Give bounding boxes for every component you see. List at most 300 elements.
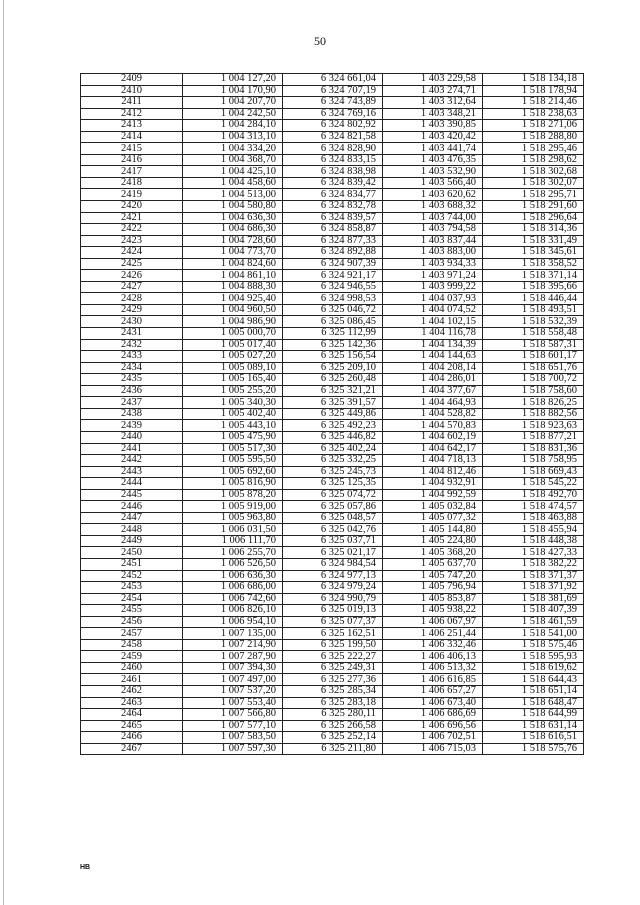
point-number-cell: 2443 (81, 466, 183, 478)
coord-y2-cell: 1 518 446,44 (483, 293, 584, 305)
point-number-cell: 2454 (81, 593, 183, 605)
table-row (81, 304, 584, 316)
coord-y1-cell: 6 325 332,25 (283, 455, 383, 467)
point-number-cell: 2416 (81, 154, 183, 166)
coord-y1-cell: 6 324 833,15 (283, 154, 383, 166)
coord-x1-cell: 1 005 692,60 (183, 466, 283, 478)
table-row (81, 582, 584, 594)
coord-x1-cell: 1 005 165,40 (183, 374, 283, 386)
coord-x2-cell: 1 405 144,80 (383, 524, 483, 536)
table-row (81, 201, 584, 213)
coord-x1-cell: 1 005 595,50 (183, 455, 283, 467)
coord-x2-cell: 1 403 883,00 (383, 247, 483, 259)
table-row (81, 466, 584, 478)
coord-x1-cell: 1 004 580,80 (183, 201, 283, 213)
coord-y2-cell: 1 518 826,25 (483, 397, 584, 409)
coord-x1-cell: 1 005 255,20 (183, 385, 283, 397)
coord-x2-cell: 1 404 116,78 (383, 328, 483, 340)
coord-x1-cell: 1 004 986,90 (183, 316, 283, 328)
point-number-cell: 2417 (81, 166, 183, 178)
coord-x2-cell: 1 403 934,33 (383, 258, 483, 270)
table-row (81, 351, 584, 363)
point-number-cell: 2460 (81, 662, 183, 674)
coord-y2-cell: 1 518 407,39 (483, 605, 584, 617)
table-row (81, 524, 584, 536)
coord-y1-cell: 6 325 285,34 (283, 685, 383, 697)
coord-x2-cell: 1 406 616,85 (383, 674, 483, 686)
coord-y1-cell: 6 325 222,27 (283, 651, 383, 663)
coord-x1-cell: 1 006 255,70 (183, 547, 283, 559)
coord-x2-cell: 1 406 657,27 (383, 685, 483, 697)
point-number-cell: 2409 (81, 74, 183, 86)
coord-y1-cell: 6 324 834,77 (283, 189, 383, 201)
table-row (81, 443, 584, 455)
coord-x1-cell: 1 005 443,10 (183, 420, 283, 432)
point-number-cell: 2464 (81, 709, 183, 721)
coord-x1-cell: 1 005 089,10 (183, 362, 283, 374)
coord-y2-cell: 1 518 358,52 (483, 258, 584, 270)
point-number-cell: 2436 (81, 385, 183, 397)
coord-x1-cell: 1 004 960,50 (183, 304, 283, 316)
coord-y2-cell: 1 518 463,88 (483, 512, 584, 524)
coord-x1-cell: 1 007 577,10 (183, 720, 283, 732)
point-number-cell: 2453 (81, 582, 183, 594)
coord-y2-cell: 1 518 493,51 (483, 304, 584, 316)
table-row (81, 120, 584, 132)
coord-x2-cell: 1 404 377,67 (383, 385, 483, 397)
coord-x1-cell: 1 006 031,50 (183, 524, 283, 536)
table-row (81, 535, 584, 547)
coord-y2-cell: 1 518 345,61 (483, 247, 584, 259)
coordinates-table (80, 73, 584, 755)
coord-x1-cell: 1 006 636,30 (183, 570, 283, 582)
coord-x2-cell: 1 406 513,32 (383, 662, 483, 674)
coord-x2-cell: 1 403 229,58 (383, 74, 483, 86)
coord-x1-cell: 1 004 773,70 (183, 247, 283, 259)
coord-x1-cell: 1 006 826,10 (183, 605, 283, 617)
coord-x2-cell: 1 405 077,32 (383, 512, 483, 524)
coord-x2-cell: 1 403 441,74 (383, 143, 483, 155)
coord-x2-cell: 1 403 566,40 (383, 177, 483, 189)
coord-x2-cell: 1 404 992,59 (383, 489, 483, 501)
coord-x1-cell: 1 007 566,80 (183, 709, 283, 721)
coord-x1-cell: 1 004 284,10 (183, 120, 283, 132)
coord-x2-cell: 1 405 224,80 (383, 535, 483, 547)
point-number-cell: 2466 (81, 732, 183, 744)
point-number-cell: 2440 (81, 431, 183, 443)
coord-y2-cell: 1 518 214,46 (483, 97, 584, 109)
coord-x1-cell: 1 005 027,20 (183, 351, 283, 363)
table-row (81, 628, 584, 640)
coord-y2-cell: 1 518 371,14 (483, 270, 584, 282)
coord-y2-cell: 1 518 616,51 (483, 732, 584, 744)
coord-y2-cell: 1 518 558,48 (483, 328, 584, 340)
coord-x2-cell: 1 404 602,19 (383, 431, 483, 443)
table-row (81, 224, 584, 236)
table-row (81, 697, 584, 709)
point-number-cell: 2457 (81, 628, 183, 640)
point-number-cell: 2438 (81, 408, 183, 420)
table-row (81, 709, 584, 721)
coord-x2-cell: 1 403 971,24 (383, 270, 483, 282)
table-row (81, 662, 584, 674)
point-number-cell: 2467 (81, 743, 183, 755)
coord-y1-cell: 6 325 046,72 (283, 304, 383, 316)
coord-y2-cell: 1 518 295,46 (483, 143, 584, 155)
coord-y1-cell: 6 324 979,24 (283, 582, 383, 594)
coord-x2-cell: 1 404 134,39 (383, 339, 483, 351)
coord-x1-cell: 1 005 475,90 (183, 431, 283, 443)
coord-y2-cell: 1 518 288,80 (483, 131, 584, 143)
coord-x1-cell: 1 007 553,40 (183, 697, 283, 709)
coord-y1-cell: 6 324 839,57 (283, 212, 383, 224)
point-number-cell: 2414 (81, 131, 183, 143)
point-number-cell: 2411 (81, 97, 183, 109)
table-row (81, 247, 584, 259)
point-number-cell: 2412 (81, 108, 183, 120)
point-number-cell: 2451 (81, 558, 183, 570)
coord-y2-cell: 1 518 619,62 (483, 662, 584, 674)
point-number-cell: 2432 (81, 339, 183, 351)
table-row (81, 501, 584, 513)
coord-y1-cell: 6 325 245,73 (283, 466, 383, 478)
coord-x1-cell: 1 004 313,10 (183, 131, 283, 143)
coord-y1-cell: 6 325 086,45 (283, 316, 383, 328)
table-row (81, 328, 584, 340)
coord-x1-cell: 1 007 597,30 (183, 743, 283, 755)
coord-x2-cell: 1 406 332,46 (383, 639, 483, 651)
point-number-cell: 2424 (81, 247, 183, 259)
coord-x2-cell: 1 403 390,85 (383, 120, 483, 132)
table-row (81, 431, 584, 443)
coord-x1-cell: 1 005 963,80 (183, 512, 283, 524)
table-row (81, 420, 584, 432)
coord-y2-cell: 1 518 575,46 (483, 639, 584, 651)
coord-x1-cell: 1 007 583,50 (183, 732, 283, 744)
coord-y2-cell: 1 518 427,33 (483, 547, 584, 559)
coord-x1-cell: 1 007 394,30 (183, 662, 283, 674)
coord-y2-cell: 1 518 298,62 (483, 154, 584, 166)
coord-y1-cell: 6 325 321,21 (283, 385, 383, 397)
coord-y1-cell: 6 325 042,76 (283, 524, 383, 536)
coord-y1-cell: 6 325 142,36 (283, 339, 383, 351)
coord-x2-cell: 1 403 476,35 (383, 154, 483, 166)
table-row (81, 743, 584, 755)
coord-y2-cell: 1 518 601,17 (483, 351, 584, 363)
table-row (81, 408, 584, 420)
coord-y1-cell: 6 325 019,13 (283, 605, 383, 617)
point-number-cell: 2419 (81, 189, 183, 201)
coord-y2-cell: 1 518 474,57 (483, 501, 584, 513)
coord-y2-cell: 1 518 648,47 (483, 697, 584, 709)
coord-y2-cell: 1 518 644,99 (483, 709, 584, 721)
point-number-cell: 2422 (81, 224, 183, 236)
coord-y2-cell: 1 518 381,69 (483, 593, 584, 605)
coord-y1-cell: 6 325 249,31 (283, 662, 383, 674)
coord-x2-cell: 1 404 718,13 (383, 455, 483, 467)
coord-x1-cell: 1 004 207,70 (183, 97, 283, 109)
point-number-cell: 2459 (81, 651, 183, 663)
coord-y1-cell: 6 324 743,89 (283, 97, 383, 109)
coord-x2-cell: 1 403 312,64 (383, 97, 483, 109)
table-row (81, 685, 584, 697)
coord-y1-cell: 6 325 280,11 (283, 709, 383, 721)
coord-y1-cell: 6 324 877,33 (283, 235, 383, 247)
coord-x2-cell: 1 404 286,01 (383, 374, 483, 386)
coord-y2-cell: 1 518 395,66 (483, 281, 584, 293)
point-number-cell: 2413 (81, 120, 183, 132)
coord-y1-cell: 6 324 769,16 (283, 108, 383, 120)
coord-y1-cell: 6 325 283,18 (283, 697, 383, 709)
scan-edge-line (3, 0, 4, 905)
coord-x2-cell: 1 403 620,62 (383, 189, 483, 201)
table-row (81, 720, 584, 732)
coord-y1-cell: 6 324 907,39 (283, 258, 383, 270)
coord-x2-cell: 1 403 744,00 (383, 212, 483, 224)
coord-x2-cell: 1 405 032,84 (383, 501, 483, 513)
coord-y1-cell: 6 325 074,72 (283, 489, 383, 501)
coord-x2-cell: 1 403 348,21 (383, 108, 483, 120)
coord-x2-cell: 1 403 999,22 (383, 281, 483, 293)
coord-y1-cell: 6 325 048,57 (283, 512, 383, 524)
point-number-cell: 2427 (81, 281, 183, 293)
coord-x1-cell: 1 004 686,30 (183, 224, 283, 236)
table-row (81, 108, 584, 120)
table-row (81, 489, 584, 501)
table-row (81, 478, 584, 490)
table-row (81, 547, 584, 559)
coord-x1-cell: 1 004 334,20 (183, 143, 283, 155)
table-row (81, 235, 584, 247)
point-number-cell: 2461 (81, 674, 183, 686)
coord-y1-cell: 6 324 858,87 (283, 224, 383, 236)
table-row (81, 651, 584, 663)
coord-y2-cell: 1 518 271,06 (483, 120, 584, 132)
point-number-cell: 2421 (81, 212, 183, 224)
coord-x2-cell: 1 403 532,90 (383, 166, 483, 178)
point-number-cell: 2410 (81, 85, 183, 97)
coord-x2-cell: 1 404 102,15 (383, 316, 483, 328)
coord-x2-cell: 1 405 796,94 (383, 582, 483, 594)
coord-y1-cell: 6 325 125,35 (283, 478, 383, 490)
coord-y2-cell: 1 518 631,14 (483, 720, 584, 732)
coord-x2-cell: 1 404 528,82 (383, 408, 483, 420)
coord-y2-cell: 1 518 651,76 (483, 362, 584, 374)
coord-x1-cell: 1 004 513,00 (183, 189, 283, 201)
coord-x2-cell: 1 403 688,32 (383, 201, 483, 213)
coord-y2-cell: 1 518 302,07 (483, 177, 584, 189)
coord-x1-cell: 1 007 537,20 (183, 685, 283, 697)
coord-x2-cell: 1 405 938,22 (383, 605, 483, 617)
coord-x1-cell: 1 007 135,00 (183, 628, 283, 640)
coord-y1-cell: 6 324 832,78 (283, 201, 383, 213)
table-row (81, 189, 584, 201)
coord-y1-cell: 6 325 446,82 (283, 431, 383, 443)
coord-y2-cell: 1 518 877,21 (483, 431, 584, 443)
coord-y1-cell: 6 325 112,99 (283, 328, 383, 340)
coord-y2-cell: 1 518 532,39 (483, 316, 584, 328)
coord-y2-cell: 1 518 295,71 (483, 189, 584, 201)
coord-x2-cell: 1 406 702,51 (383, 732, 483, 744)
coord-x2-cell: 1 404 037,93 (383, 293, 483, 305)
coord-x2-cell: 1 404 074,52 (383, 304, 483, 316)
coord-y2-cell: 1 518 371,37 (483, 570, 584, 582)
coord-y2-cell: 1 518 461,59 (483, 616, 584, 628)
table-row (81, 74, 584, 86)
coord-y1-cell: 6 324 661,04 (283, 74, 383, 86)
coord-x1-cell: 1 006 111,70 (183, 535, 283, 547)
table-row (81, 455, 584, 467)
point-number-cell: 2444 (81, 478, 183, 490)
coord-y1-cell: 6 324 828,90 (283, 143, 383, 155)
coord-x2-cell: 1 404 144,63 (383, 351, 483, 363)
table-row (81, 143, 584, 155)
table-row (81, 512, 584, 524)
coord-x1-cell: 1 007 214,90 (183, 639, 283, 651)
coord-y1-cell: 6 325 199,50 (283, 639, 383, 651)
coord-x2-cell: 1 404 570,83 (383, 420, 483, 432)
point-number-cell: 2442 (81, 455, 183, 467)
table-row (81, 177, 584, 189)
coord-x2-cell: 1 406 673,40 (383, 697, 483, 709)
coord-x2-cell: 1 405 637,70 (383, 558, 483, 570)
coord-y2-cell: 1 518 382,22 (483, 558, 584, 570)
point-number-cell: 2428 (81, 293, 183, 305)
point-number-cell: 2462 (81, 685, 183, 697)
coord-y2-cell: 1 518 595,93 (483, 651, 584, 663)
coord-y2-cell: 1 518 331,49 (483, 235, 584, 247)
point-number-cell: 2430 (81, 316, 183, 328)
page-number: 50 (314, 34, 326, 48)
coord-x2-cell: 1 403 837,44 (383, 235, 483, 247)
coord-y1-cell: 6 325 252,14 (283, 732, 383, 744)
table-row (81, 339, 584, 351)
point-number-cell: 2445 (81, 489, 183, 501)
point-number-cell: 2434 (81, 362, 183, 374)
coord-y1-cell: 6 324 998,53 (283, 293, 383, 305)
table-row (81, 639, 584, 651)
coord-x2-cell: 1 404 642,17 (383, 443, 483, 455)
coord-y2-cell: 1 518 700,72 (483, 374, 584, 386)
coord-y1-cell: 6 324 984,54 (283, 558, 383, 570)
coord-y1-cell: 6 324 707,19 (283, 85, 383, 97)
coord-x2-cell: 1 405 368,20 (383, 547, 483, 559)
coord-x1-cell: 1 005 340,30 (183, 397, 283, 409)
point-number-cell: 2452 (81, 570, 183, 582)
point-number-cell: 2447 (81, 512, 183, 524)
table-row (81, 616, 584, 628)
coord-x1-cell: 1 005 517,30 (183, 443, 283, 455)
table-row (81, 316, 584, 328)
point-number-cell: 2439 (81, 420, 183, 432)
coord-y2-cell: 1 518 575,76 (483, 743, 584, 755)
coordinates-table-body (81, 74, 584, 755)
table-row (81, 397, 584, 409)
coord-x2-cell: 1 406 696,56 (383, 720, 483, 732)
point-number-cell: 2425 (81, 258, 183, 270)
point-number-cell: 2465 (81, 720, 183, 732)
coord-y2-cell: 1 518 587,31 (483, 339, 584, 351)
coord-x2-cell: 1 405 747,20 (383, 570, 483, 582)
coord-y2-cell: 1 518 923,63 (483, 420, 584, 432)
table-row (81, 293, 584, 305)
table-row (81, 732, 584, 744)
coord-y2-cell: 1 518 296,64 (483, 212, 584, 224)
point-number-cell: 2449 (81, 535, 183, 547)
coord-y2-cell: 1 518 758,60 (483, 385, 584, 397)
coord-y1-cell: 6 325 402,24 (283, 443, 383, 455)
coord-x1-cell: 1 006 686,00 (183, 582, 283, 594)
point-number-cell: 2463 (81, 697, 183, 709)
coord-y1-cell: 6 325 162,51 (283, 628, 383, 640)
coord-y2-cell: 1 518 882,56 (483, 408, 584, 420)
coord-y2-cell: 1 518 651,14 (483, 685, 584, 697)
coord-x1-cell: 1 006 954,10 (183, 616, 283, 628)
coord-y2-cell: 1 518 238,63 (483, 108, 584, 120)
point-number-cell: 2426 (81, 270, 183, 282)
coord-x1-cell: 1 004 728,60 (183, 235, 283, 247)
table-row (81, 258, 584, 270)
table-row (81, 570, 584, 582)
coord-y1-cell: 6 325 077,37 (283, 616, 383, 628)
coord-x2-cell: 1 403 794,58 (383, 224, 483, 236)
coord-y2-cell: 1 518 644,43 (483, 674, 584, 686)
coord-x2-cell: 1 406 067,97 (383, 616, 483, 628)
point-number-cell: 2433 (81, 351, 183, 363)
coord-y1-cell: 6 325 260,48 (283, 374, 383, 386)
coord-x1-cell: 1 007 287,90 (183, 651, 283, 663)
coord-y1-cell: 6 324 892,88 (283, 247, 383, 259)
coord-y1-cell: 6 324 802,92 (283, 120, 383, 132)
coord-y1-cell: 6 324 946,55 (283, 281, 383, 293)
coord-x1-cell: 1 006 742,60 (183, 593, 283, 605)
coord-y2-cell: 1 518 492,70 (483, 489, 584, 501)
point-number-cell: 2423 (81, 235, 183, 247)
coord-x1-cell: 1 004 636,30 (183, 212, 283, 224)
coord-y2-cell: 1 518 669,43 (483, 466, 584, 478)
coord-x1-cell: 1 005 919,00 (183, 501, 283, 513)
coord-y1-cell: 6 325 266,58 (283, 720, 383, 732)
table-row (81, 281, 584, 293)
coord-y2-cell: 1 518 455,94 (483, 524, 584, 536)
coord-x2-cell: 1 406 715,03 (383, 743, 483, 755)
coord-x1-cell: 1 005 878,20 (183, 489, 283, 501)
coord-y1-cell: 6 325 492,23 (283, 420, 383, 432)
footer-initials: HB (80, 864, 91, 871)
coord-y1-cell: 6 324 821,58 (283, 131, 383, 143)
coord-x1-cell: 1 005 017,40 (183, 339, 283, 351)
point-number-cell: 2446 (81, 501, 183, 513)
table-row (81, 605, 584, 617)
coord-x1-cell: 1 004 127,20 (183, 74, 283, 86)
coord-y1-cell: 6 325 449,86 (283, 408, 383, 420)
coord-y1-cell: 6 324 838,98 (283, 166, 383, 178)
table-row (81, 674, 584, 686)
table-row (81, 97, 584, 109)
coord-x1-cell: 1 004 242,50 (183, 108, 283, 120)
coord-x2-cell: 1 403 420,42 (383, 131, 483, 143)
coord-y2-cell: 1 518 371,92 (483, 582, 584, 594)
coord-y1-cell: 6 324 977,13 (283, 570, 383, 582)
point-number-cell: 2420 (81, 201, 183, 213)
coord-y1-cell: 6 325 391,57 (283, 397, 383, 409)
coord-x1-cell: 1 004 170,90 (183, 85, 283, 97)
coord-x1-cell: 1 004 888,30 (183, 281, 283, 293)
coord-x2-cell: 1 405 853,87 (383, 593, 483, 605)
coord-y2-cell: 1 518 758,95 (483, 455, 584, 467)
coord-x2-cell: 1 406 251,44 (383, 628, 483, 640)
table-row (81, 385, 584, 397)
